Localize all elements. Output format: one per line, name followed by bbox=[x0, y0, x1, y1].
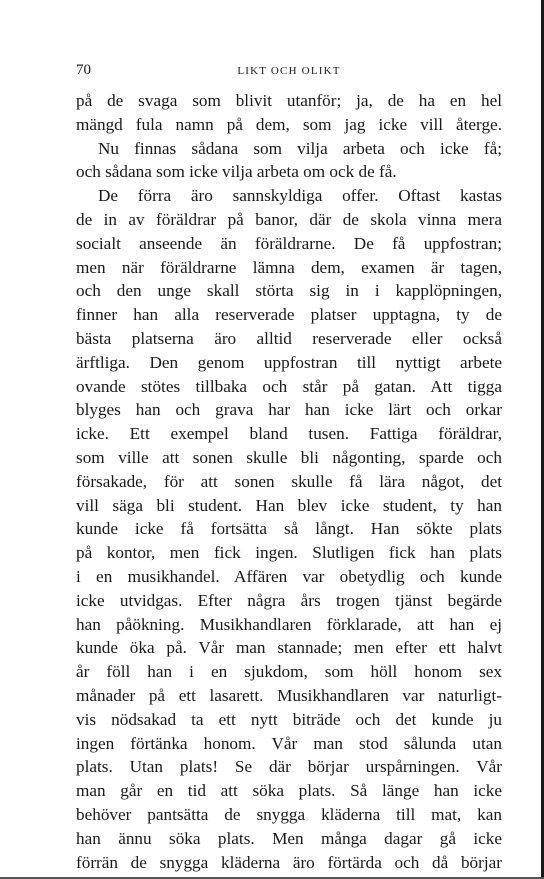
text-line: månader på ett lasarett. Musikhandlaren var naturligt- bbox=[76, 685, 502, 705]
text-line: behöver pantsätta de snygga kläderna till mat, kan bbox=[76, 804, 502, 824]
text-line: icke utvidgas. Efter några års trogen tjänst begärde bbox=[76, 590, 502, 610]
text-line: icke. Ett exempel bland tusen. Fattiga föräldrar, bbox=[76, 424, 502, 444]
text-line: finner han alla reserverade platser upptagna, ty de bbox=[76, 305, 502, 325]
text-line: men när föräldrarne lämna dem, examen är tagen, bbox=[76, 257, 502, 277]
text-line: vis nödsakad ta ett nytt biträde och det kunde ju bbox=[76, 709, 502, 729]
page-number: 70 bbox=[76, 62, 91, 78]
text-line: år föll han i en sjukdom, som höll honom sex bbox=[76, 662, 502, 682]
text-line: mängd fula namn på dem, som jag icke vill återge. bbox=[76, 114, 502, 134]
text-line: på kontor, men fick ingen. Slutligen fick han plats bbox=[76, 543, 502, 563]
text-line: blyges han och grava har han icke lärt och orkar bbox=[76, 400, 502, 420]
text-line: ärftliga. Den genom uppfostran till nyttigt arbete bbox=[76, 352, 502, 372]
text-line: kunde icke få fortsätta så långt. Han sökte plats bbox=[76, 519, 502, 539]
text-line: han påökning. Musikhandlaren förklarade, att han ej bbox=[76, 614, 502, 634]
text-line: socialt anseende än föräldrarne. De få uppfostran; bbox=[76, 233, 502, 253]
text-line: han ännu söka plats. Men många dagar gå icke bbox=[76, 828, 502, 848]
text-line: kunde öka på. Vår man stannade; men efter ett halvt bbox=[76, 638, 502, 658]
text-line: vill säga bli student. Han blev icke student, ty han bbox=[76, 495, 502, 515]
text-line: och sådana som icke vilja arbeta om ock de få. bbox=[76, 162, 397, 182]
running-title: LIKT OCH OLIKT bbox=[237, 65, 341, 77]
text-line: ingen förtänka honom. Vår man stod sålunda utan bbox=[76, 733, 502, 753]
text-line: på de svaga som blivit utanför; ja, de ha en hel bbox=[76, 91, 502, 110]
text-line: som ville att sonen skulle bli någonting, sparde och bbox=[76, 447, 502, 467]
text-line: försakade, för att sonen skulle få lära något, det bbox=[76, 471, 502, 491]
text-line: man går en tid att söka plats. Så länge han icke bbox=[76, 781, 502, 801]
text-line: Nu finnas sådana som vilja arbeta och icke få; bbox=[98, 138, 502, 158]
text-line: förrän de snygga kläderna äro förtärda och då börjar bbox=[76, 852, 502, 872]
body-text bbox=[76, 89, 502, 874]
text-line: och den unge skall störta sig in i kapplöpningen, bbox=[76, 281, 502, 301]
text-line: i en musikhandel. Affären var obetydlig och kunde bbox=[76, 566, 502, 586]
text-line: ovande stötes tillbaka och står på gatan. Att tigga bbox=[76, 376, 502, 396]
text-line: bästa platserna äro alltid reserverade eller också bbox=[76, 328, 502, 348]
text-line: De förra äro sannskyldiga offer. Oftast kastas bbox=[98, 186, 502, 206]
text-line: de in av föräldrar på banor, där de skola vinna mera bbox=[76, 209, 502, 229]
text-line: plats. Utan plats! Se där börjar urspårningen. Vår bbox=[76, 757, 502, 777]
page-header bbox=[76, 60, 502, 80]
